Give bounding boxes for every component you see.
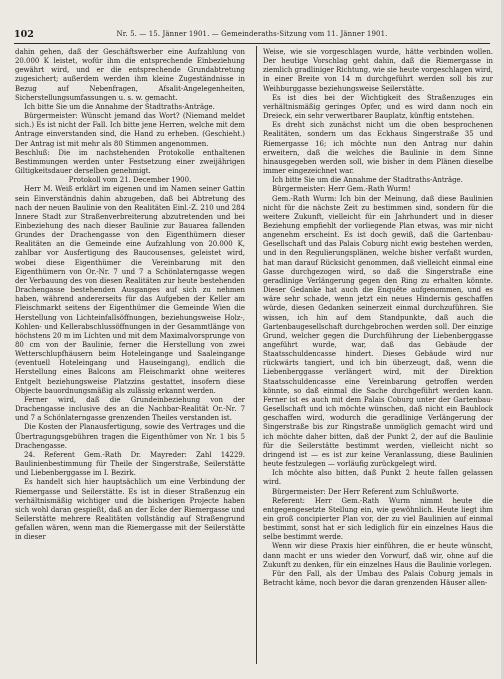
running-title: Nr. 5. — 15. Jänner 1901. — Gemeinderaths-Sitzung vom 11. Jänner 1901. <box>116 30 388 38</box>
paragraph: dahin gehen, daß der Geschäftswerber eine Aufzahlung von 20.000 K leistet, wofür ihm die entsprechende Einbeziehung gewährt wird, und er die entsprechende Grundabtretung zugesichert; außerdem werden ihm kleine Zugeständnisse in Bezug auf Nebenfragen, Afsalit-Angelegenheiten, Sicherstellungsumfassungen u. s. w. gemacht. <box>15 48 245 102</box>
paragraph: Beschluß: Die im nachstehenden Protokolle enthaltenen Bestimmungen werden unter Festsetzung einer zweijährigen Giltigkeitsdauer derselben genehmigt. <box>15 148 245 176</box>
paragraph: Ich bitte Sie um die Annahme der Stadtraths-Anträge. <box>272 176 463 185</box>
paragraph: Bürgermeister: Herr Gem.-Rath Wurm! <box>272 185 411 194</box>
paragraph: Protokoll vom 21. December 1900. <box>68 176 192 185</box>
page-number: 102 <box>14 29 34 40</box>
column-divider <box>256 46 257 664</box>
paragraph: Es ist dies bei der Wichtigkeit des Straßenzuges ein verhältnismäßig geringes Opfer, und es wird dann noch ein Dreieck, ein sehr verwertbarer Bauplatz, künftig entstehen. <box>263 93 493 121</box>
paragraph: Es handelt sich hier hauptsächlich um eine Verbindung der Riemergasse und Seilerstätte. Es ist in dieser Straßenzug ein verhältnismäßig wichtiger und die bisherigen Projecte haben sich wohl daran gespießt, daß an der Ecke der Riemergasse und Seilerstätte mehrere Realitäten vollständig auf Straßengrund gefallen wären, wenn man die Riemergasse mit der Seilerstätte in dieser <box>15 478 245 542</box>
paragraph: Ich bitte Sie um die Annahme der Stadtraths-Anträge. <box>24 102 215 111</box>
paragraph: Weise, wie sie vorgeschlagen wurde, hätte verbinden wollen. Der heutige Vorschlag geht dahin, daß die Riemergasse in ziemlich gradliniger Richtung, wie sie heute vorgeschlagen wird, in einer Breite von 14 m durchgeführt werden soll bis zur Weihburggasse beziehungsweise Seilerstätte. <box>263 48 493 93</box>
paragraph: Ferner wird, daß die Grundeinbeziehung von der Drachengasse inclusive des an die Nachbar-Realität Or.-Nr. 7 und 7 a Schönlaterngasse grenzenden Theiles verstanden ist. <box>15 395 245 423</box>
header-rule <box>14 43 490 44</box>
left-column <box>15 48 245 662</box>
page-header <box>14 29 490 41</box>
paragraph: Ich möchte also bitten, daß Punkt 2 heute fallen gelassen wird. <box>263 469 493 487</box>
paragraph: Es dreht sich zunächst nicht um die oben besprochenen Realitäten, sondern um das Eckhaus Singerstraße 35 und Riemergasse 16; ich möchte nun den Antrag nur dahin erweitern, daß die welches die Baulinie in dem Sinne hinausgegeben werden soll, wie bisher in dem Plänen dieselbe immer eingezeichnet war. <box>263 121 493 176</box>
paragraph: Gem.-Rath Wurm: Ich bin der Meinung, daß diese Baulinien nicht für die nächste Zeit zu bestimmen sind, sondern für die weitere Zukunft, vielleicht für ein Jahrhundert und in dieser Beziehung empfiehlt der vorliegende Plan etwas, was mir nicht angenehm erscheint. Es ist doch gewiß, daß die Gartenbau-Gesellschaft und das Palais Coburg nicht ewig bestehen werden, und in den Regulierungsplänen, welche bisher verfaßt wurden, hat man darauf Rücksicht genommen, daß vielleicht einmal eine Gasse durchgezogen wird, so daß die Singerstraße eine geradlinige Verlängerung gegen den Ring zu erhalten könnte. Dieser Gedanke hat auch die Enquête aufgenommen, und es wäre sehr schade, wenn jetzt ein neues Hindernis geschaffen würde, diesen Gedanken seinerzeit einmal durchzuführen. Sie wissen, ich hin auf dem Standpunkte, daß auch die Gartenbaugesellschaft durchgebrochen werden soll. Der einzige Grund, welcher gegen die Durchführung der Liebenberggasse angeführt wurde, war, daß das Gebäude der Staatsschuldencasse hindert. Dieses Gebäude wird nur rückwärts tangiert, und ich bin überzeugt, daß, wenn die Liebenberggasse verlängert wird, mit der Direktion Staatsschuldencasse eine Vereinbarung getroffen werden könnte, so daß einmal die Sache durchgeführt werden kann. Ferner ist es auch mit dem Palais Coburg unter der Gartenbau-Gesellschaft und ich möchte wünschen, daß nicht ein Baublock geschaffen wird, wodurch die geradlinige Verlängerung der Singerstraße bis zur Ringstraße unmöglich gemacht wird und ich möchte daher bitten, daß der Punkt 2, der auf die Baulinie für die Seilerstätte bestimmt werden, vielleicht nicht so dringend ist — es ist zur keine Veranlassung, diese Baulinien heute festzulegen — vorläufig zurückgelegt wird. <box>263 194 493 469</box>
paragraph: Wenn wir diese Praxis hier einführen, die er heute wünscht, dann macht er uns wieder den Vorwurf, daß wir, ohne auf die Zukunft zu denken, für ein einzelnes Haus die Baulinie vorlegen. <box>263 542 493 569</box>
paragraph: Bürgermeister: Der Herr Referent zum Schlußworte. <box>272 487 459 496</box>
paragraph: Bürgermeister: Wünscht jemand das Wort? (Niemand meldet sich.) Es ist nicht der Fall. Ich bitte jene Herren, welche mit dem Antrage einverstanden sind, die Hand zu erheben. (Geschieht.) Der Antrag ist mit mehr als 80 Stimmen angenommen. <box>15 112 245 148</box>
paragraph: Herr M. Weiß erklärt im eigenen und im Namen seiner Gattin sein Einverständnis dahin abzugeben, daß bei Abtretung des nach der neuen Baulinie von den Realitäten Einl.-Z. 210 und 284 Innere Stadt zur Straßenverbreiterung abzutretenden und bei Einbeziehung des nach dieser Baulinie zur Bauarea fallenden Grundes der Drachengasse von den Eigenthümern dieser Realitäten an die Gemeinde eine Aufzahlung von 20.000 K, zahlbar vor Ausfertigung des Baucousenses, geleistet wird, wobei diese Eigenthümer die Vereinbarung mit den Eigenthümern von Or.-Nr. 7 und 7 a Schönlaterngasse wegen der Verbauung des von diesen Realitäten zur heute bestehenden Drachengasse bestehenden Ausganges auf sich zu nehmen haben, während andererseits für das Aufgeben der Keller am Fleischmarkt seitens der Eigenthümer die Gemeinde Wien die Herstellung von Lichteinfallsöffnungen, beziehungsweise Holz-, Kohlen- und Kellerabschlussöffnungen in der Gesammtlänge von höchstens 20 m im Lichten und mit dem Maximalvorsprunge von 80 cm von der Baulinie, ferner die Herstellung von zwei Wetterschlupfhäusern beim Hoteleingange und Saaleingange (eventuell Hoteleingang und Hauseingang), endlich die Herstellung eines Balcons am Fleischmarkt ohne weiteres Entgelt beziehungsweise Platzzins gestattet, insofern diese Objecte bauordnungsmäßig als zulässig erkannt werden. <box>15 185 245 395</box>
paragraph: Referent: Herr Gem.-Rath Wurm nimmt heute die entgegengesetzte Stellung ein, wie gewöhnlich. Heute liegt ihm ein groß concipierter Plan vor, der zu viel Baulinien auf einmal bestimmt, sonst hat er sich lediglich für ein einzelnes Haus die selbe bestimmt werde. <box>263 496 493 542</box>
paragraph: 24. Referent Gem.-Rath Dr. Mayreder: Zahl 14229. Baulinienbestimmung für Theile der Singerstraße, Seilerstätte und Liebenberggasse im I. Bezirk. <box>15 450 245 478</box>
right-column <box>263 48 493 662</box>
paragraph: Die Kosten der Planausfertigung, sowie des Vertrages und die Übertragungsgebühren tragen die Eigenthümer von Nr. 1 bis 5 Drachengasse. <box>15 423 245 450</box>
paragraph: Für den Fall, als der Umbau des Palais Coburg jemals in Betracht käme, noch bevor die daran grenzenden Häuser allen- <box>263 569 493 588</box>
